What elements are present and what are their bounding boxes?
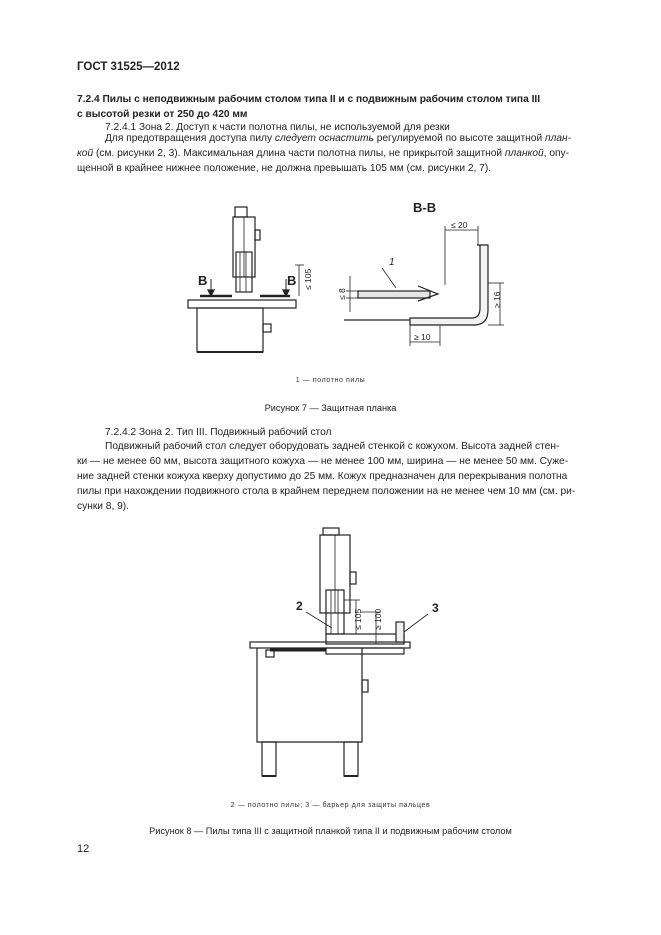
position-3-label: 3	[432, 601, 439, 615]
saw-top-cap	[323, 528, 339, 535]
table-rail	[326, 648, 404, 654]
position-1-label: 1	[389, 257, 395, 268]
text-span: регулируемой по высоте защитной	[373, 133, 545, 144]
para-7241-line2	[77, 146, 615, 161]
blade-section	[358, 291, 430, 298]
saw-leg-left	[262, 742, 276, 776]
page-number: 12	[77, 843, 90, 855]
dim-8: ≤ 8	[337, 288, 347, 300]
saw-switch	[263, 324, 271, 332]
section-bb-label: В-В	[413, 200, 437, 215]
section-mark-left: В	[198, 273, 208, 288]
text-span-italic: планкой	[504, 148, 544, 159]
doc-code: ГОСТ 31525—2012	[77, 61, 180, 73]
text-span: Для предотвращения доступа пилу	[105, 133, 275, 144]
text-span: , опу-	[543, 148, 570, 159]
text-span-italic: следует оснастить	[274, 133, 374, 144]
dim-105-fig8: ≤ 105	[353, 608, 363, 630]
section-724-title-line2: с высотой резки от 250 до 420 мм	[77, 109, 248, 120]
para-7242-line3: ние задней стенки кожуха кверху допустимо до 25 мм. Кожух предназначен для перекрывания полотна	[77, 471, 568, 482]
figure-8-caption: Рисунок 8 — Пилы типа III с защитной планкой типа II и подвижным рабочим столом	[149, 826, 512, 836]
subsection-7241: 7.2.4.1 Зона 2. Доступ к части полотна пилы, не используемой для резки	[105, 122, 450, 133]
figure-7-legend: 1 — полотно пилы	[295, 377, 366, 384]
saw-base	[197, 308, 263, 352]
figure-8-legend: 2 — полотно пилы; 3 — барьер для защиты пальцев	[230, 802, 431, 809]
section-724-title-line1: 7.2.4 Пилы с неподвижным рабочим столом типа II и с подвижным рабочим столом типа III	[77, 94, 541, 105]
subsection-7242: 7.2.4.2 Зона 2. Тип III. Подвижный рабочий стол	[105, 427, 332, 438]
para-7241-line3: щенной в крайнее нижнее положение, не должна превышать 105 мм (см. рисунки 2, 7).	[77, 163, 492, 174]
worktable	[188, 300, 296, 308]
dim-10: ≥ 10	[414, 332, 431, 342]
figure-7-drawing	[0, 190, 661, 370]
dim-105-fig7: ≤ 105	[303, 268, 313, 290]
para-7241-line1	[77, 131, 615, 146]
text-span-italic: кой	[77, 148, 94, 159]
text-span: (см. рисунки 2, 3). Максимальная длина части полотна пилы, не прикрытой защитной	[93, 148, 505, 159]
saw-knob	[350, 572, 356, 584]
dim-20: ≤ 20	[451, 220, 468, 230]
saw-type-iii	[250, 528, 428, 776]
section-mark-right: В	[287, 273, 297, 288]
finger-barrier	[396, 622, 404, 642]
para-7242-line2: ки — не менее 60 мм, высота защитного кожуха — не менее 100 мм, ширина — не менее 50 мм. Суже-	[77, 456, 569, 467]
section-724-title	[77, 92, 615, 122]
saw-top-cap	[235, 207, 247, 217]
guard-profile-section	[344, 226, 504, 346]
para-7242-line4: пилы при нахождении подвижного стола в крайнем переднем положении на не менее чем 10 мм (см. ри-	[77, 486, 576, 497]
saw-leg-right	[344, 742, 358, 776]
para-7242-line5: сунки 8, 9).	[77, 501, 130, 512]
dim-16: ≥ 16	[492, 291, 502, 308]
dim-100-fig8: ≥ 100	[373, 608, 383, 630]
position-2-label: 2	[296, 599, 303, 613]
text-span-italic: план-	[544, 133, 572, 144]
para-7242-line1: Подвижный рабочий стол следует оборудовать задней стенкой с кожухом. Высота задней стен-	[105, 441, 560, 452]
paragraph-7241	[77, 131, 615, 176]
paragraph-7242	[77, 439, 615, 514]
figure-8-drawing	[0, 520, 661, 795]
saw-knob	[255, 230, 260, 240]
worktable	[250, 642, 410, 648]
figure-7-caption: Рисунок 7 — Защитная планка	[264, 403, 397, 413]
saw-switch	[362, 680, 368, 692]
